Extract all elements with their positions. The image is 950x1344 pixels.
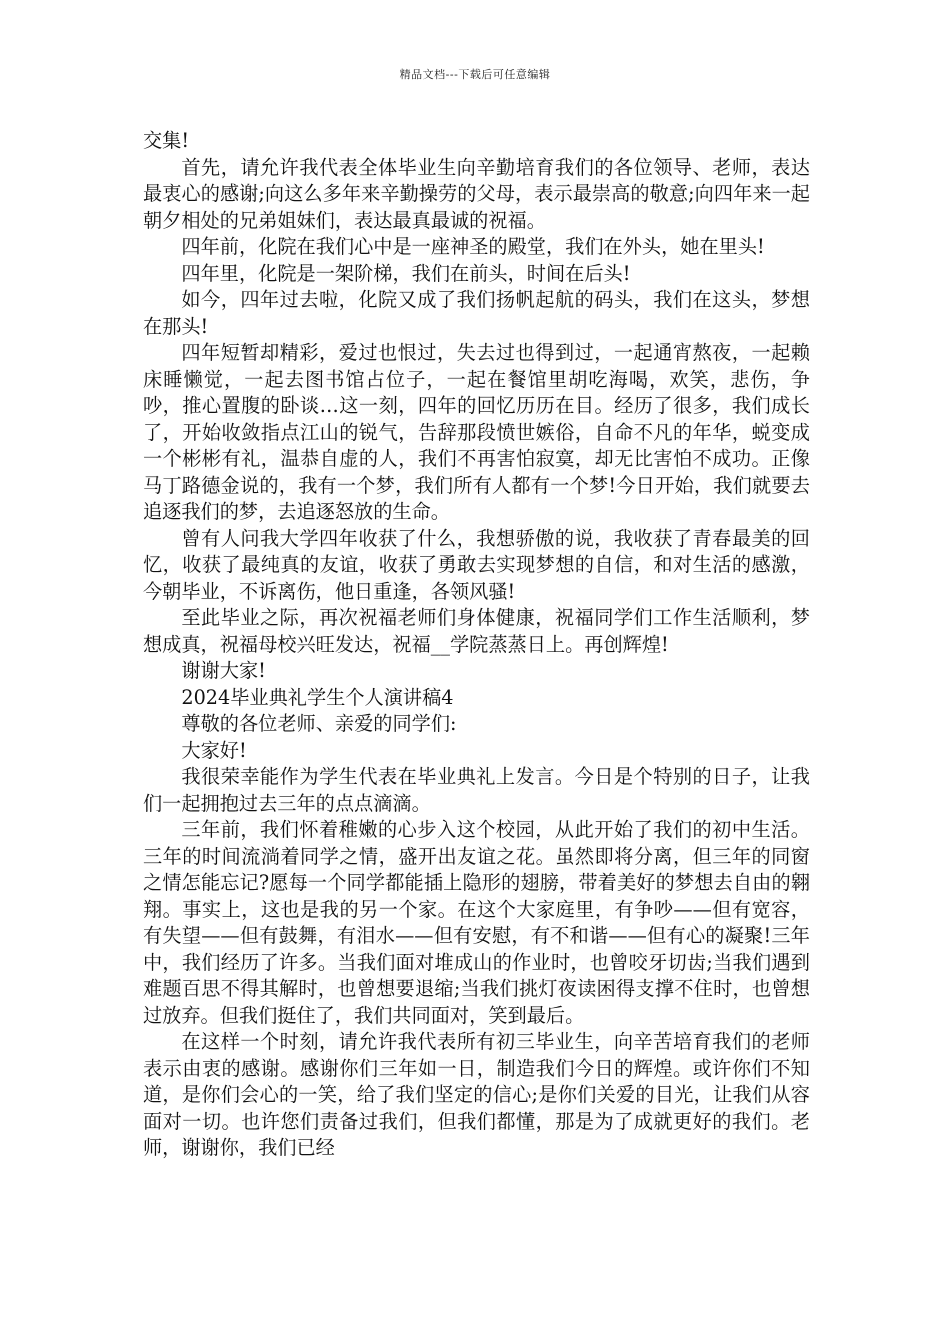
paragraph: 大家好!	[181, 738, 247, 762]
paragraph: 交集!	[143, 129, 190, 152]
document-body	[143, 128, 810, 1162]
paragraph: 三年前，我们怀着稚嫩的心步入这个校园，从此开始了我们的初中生活。三年的时间流淌着同学之情，盛开出友谊之花。虽然即将分离，但三年的同窗之情怎能忘记?愿每一个同学都能插上隐形的翅膀，带着美好的梦想去自由的翱翔。事实上，这也是我的另一个家。在这个大家庭里，有争吵——但有宽容，有失望——但有鼓舞，有泪水——但有安慰，有不和谐——但有心的凝聚!三年中，我们经历了许多。当我们面对堆成山的作业时，也曾咬牙切齿;当我们遇到难题百思不得其解时，也曾想要退缩;当我们挑灯夜读困得支撑不住时，也曾想过放弃。但我们挺住了，我们共同面对，笑到最后。	[143, 818, 810, 1027]
page-header: 精品文档---下载后可任意编辑	[399, 68, 551, 81]
paragraph: 曾有人问我大学四年收获了什么，我想骄傲的说，我收获了青春最美的回忆，收获了最纯真的友谊，收获了勇敢去实现梦想的自信，和对生活的感激，今朝毕业，不诉离伤，他日重逢，各领风骚!	[143, 526, 810, 603]
paragraph: 四年里，化院是一架阶梯，我们在前头，时间在后头!	[181, 261, 631, 285]
paragraph: 谢谢大家!	[181, 659, 266, 682]
paragraph: 四年前，化院在我们心中是一座神圣的殿堂，我们在外头，她在里头!	[181, 235, 765, 258]
paragraph: 尊敬的各位老师、亲爱的同学们:	[181, 712, 457, 735]
paragraph: 四年短暂却精彩，爱过也恨过，失去过也得到过，一起通宵熬夜，一起赖床睡懒觉，一起去图书馆占位子，一起在餐馆里胡吃海喝，欢笑，悲伤，争吵，推心置腹的卧谈…这一刻，四年的回忆历历在目。经历了很多，我们成长了，开始收敛指点江山的锐气，告辞那段愤世嫉俗，自命不凡的年华，蜕变成一个彬彬有礼，温恭自虚的人，我们不再害怕寂寞，却无比害怕不成功。正像马丁路德金说的，我有一个梦，我们所有人都有一个梦!今日开始，我们就要去追逐我们的梦，去追逐怒放的生命。	[143, 341, 810, 523]
paragraph: 首先，请允许我代表全体毕业生向辛勤培育我们的各位领导、老师，表达最衷心的感谢;向这么多年来辛勤操劳的父母，表示最崇高的敬意;向四年来一起朝夕相处的兄弟姐妹们，表达最真最诚的祝福。	[143, 155, 810, 232]
paragraph: 我很荣幸能作为学生代表在毕业典礼上发言。今日是个特别的日子，让我们一起拥抱过去三年的点点滴滴。	[143, 765, 810, 815]
paragraph: 2024毕业典礼学生个人演讲稿4	[181, 685, 454, 709]
paragraph: 至此毕业之际，再次祝福老师们身体健康，祝福同学们工作生活顺利，梦想成真，祝福母校兴旺发达，祝福__学院蒸蒸日上。再创辉煌!	[143, 606, 810, 656]
paragraph: 如今，四年过去啦，化院又成了我们扬帆起航的码头，我们在这头，梦想在那头!	[143, 288, 810, 338]
paragraph: 在这样一个时刻，请允许我代表所有初三毕业生，向辛苦培育我们的老师表示由衷的感谢。感谢你们三年如一日，制造我们今日的辉煌。或许你们不知道，是你们会心的一笑，给了我们坚定的信心;是你们关爱的目光，让我们从容面对一切。也许您们责备过我们，但我们都懂，那是为了成就更好的我们。老师，谢谢你，我们已经	[143, 1030, 810, 1159]
